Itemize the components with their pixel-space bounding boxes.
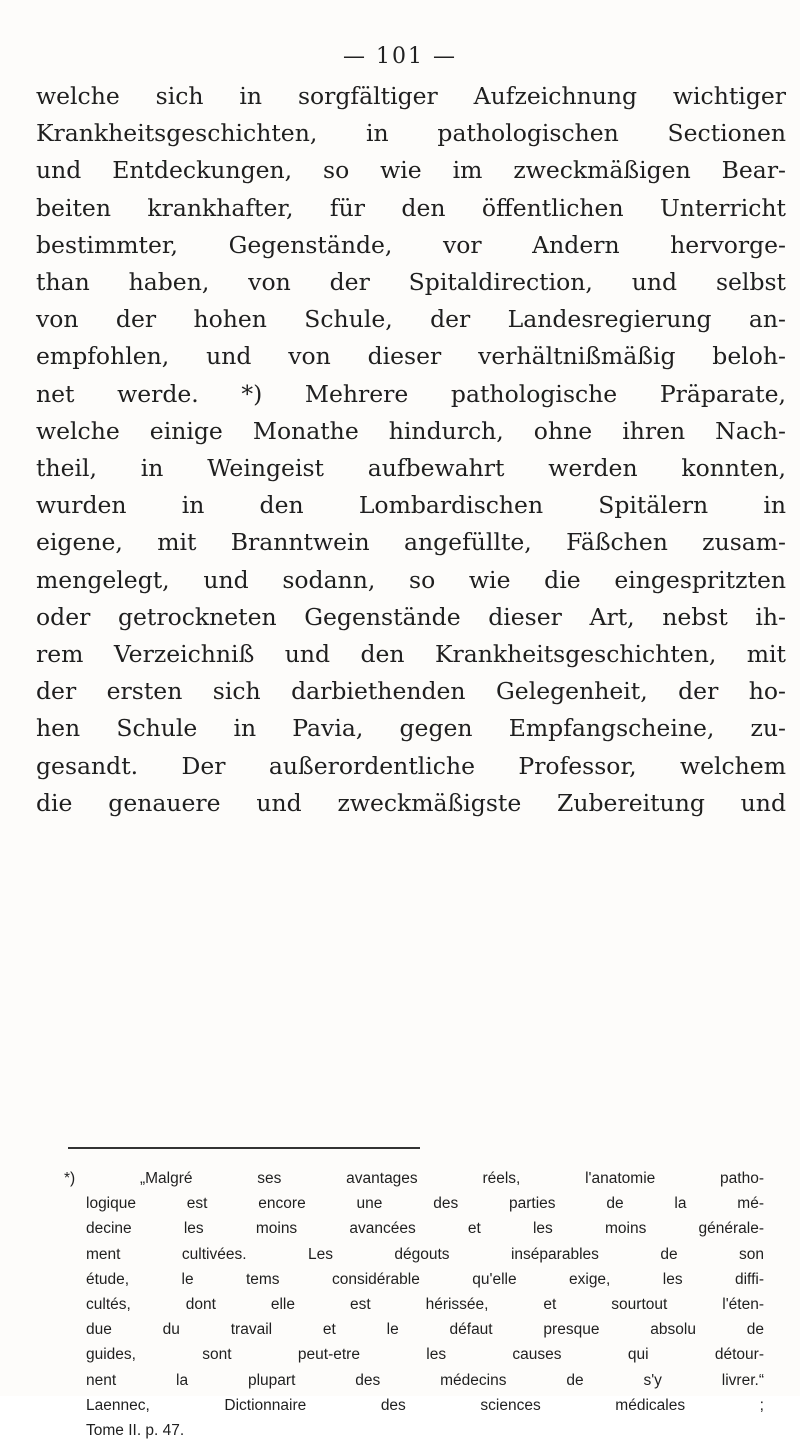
- footnote-line: guides, sont peut-etre les causes qui détour-: [86, 1346, 764, 1364]
- footnote-line: nent la plupart des médecins de s'y livrer.“: [86, 1371, 764, 1389]
- main-text-block: [36, 78, 786, 822]
- text-line: hen Schule in Pavia, gegen Empfangscheine, zu-: [36, 714, 786, 743]
- footnote-block: [64, 1166, 764, 1443]
- text-line: bestimmter, Gegenstände, vor Andern hervorge-: [36, 230, 786, 259]
- text-line: eigene, mit Branntwein angefüllte, Fäßchen zusam-: [36, 528, 786, 557]
- text-line: und Entdeckungen, so wie im zweckmäßigen Bear-: [36, 156, 786, 185]
- footnote-line: Laennec, Dictionnaire des sciences médicales ;: [86, 1396, 764, 1414]
- text-line: von der hohen Schule, der Landesregierung an-: [36, 305, 786, 334]
- text-line: mengelegt, und sodann, so wie die eingespritzten: [36, 565, 786, 594]
- text-line: oder getrockneten Gegenstände dieser Art, nebst ih-: [36, 602, 786, 631]
- footnote-line: ment cultivées. Les dégouts inséparables de son: [86, 1245, 764, 1263]
- page-number: — 101 —: [343, 44, 457, 69]
- footnote-line: Tome II. p. 47.: [86, 1422, 185, 1440]
- text-line: net werde. *) Mehrere pathologische Präparate,: [36, 379, 786, 408]
- text-line: than haben, von der Spitaldirection, und selbst: [36, 268, 786, 297]
- text-line: gesandt. Der außerordentliche Professor, welchem: [36, 751, 786, 780]
- footnote-line: cultés, dont elle est hérissée, et sourtout l'éten-: [86, 1296, 764, 1314]
- text-line: beiten krankhafter, für den öffentlichen Unterricht: [36, 193, 786, 222]
- footnote-divider: [68, 1147, 420, 1149]
- footnote-line: decine les moins avancées et les moins générale-: [86, 1220, 764, 1238]
- text-line: empfohlen, und von dieser verhältnißmäßig beloh-: [36, 342, 786, 371]
- footnote-line: due du travail et le défaut presque absolu de: [86, 1321, 764, 1339]
- text-line: rem Verzeichniß und den Krankheitsgeschichten, mit: [36, 640, 786, 669]
- text-line: wurden in den Lombardischen Spitälern in: [36, 491, 786, 520]
- text-line: welche einige Monathe hindurch, ohne ihren Nach-: [36, 416, 786, 445]
- text-line: welche sich in sorgfältiger Aufzeichnung wichtiger: [36, 82, 786, 110]
- footnote-line: étude, le tems considérable qu'elle exige, les diffi-: [86, 1270, 764, 1288]
- footnote-line: *) „Malgré ses avantages réels, l'anatomie patho-: [64, 1170, 764, 1187]
- text-line: die genauere und zweckmäßigste Zubereitung und: [36, 788, 786, 817]
- footnote-line: logique est encore une des parties de la mé-: [86, 1195, 764, 1213]
- text-line: theil, in Weingeist aufbewahrt werden konnten,: [36, 454, 786, 483]
- text-line: der ersten sich darbiethenden Gelegenheit, der ho-: [36, 677, 786, 706]
- text-line: Krankheitsgeschichten, in pathologischen Sectionen: [36, 119, 786, 148]
